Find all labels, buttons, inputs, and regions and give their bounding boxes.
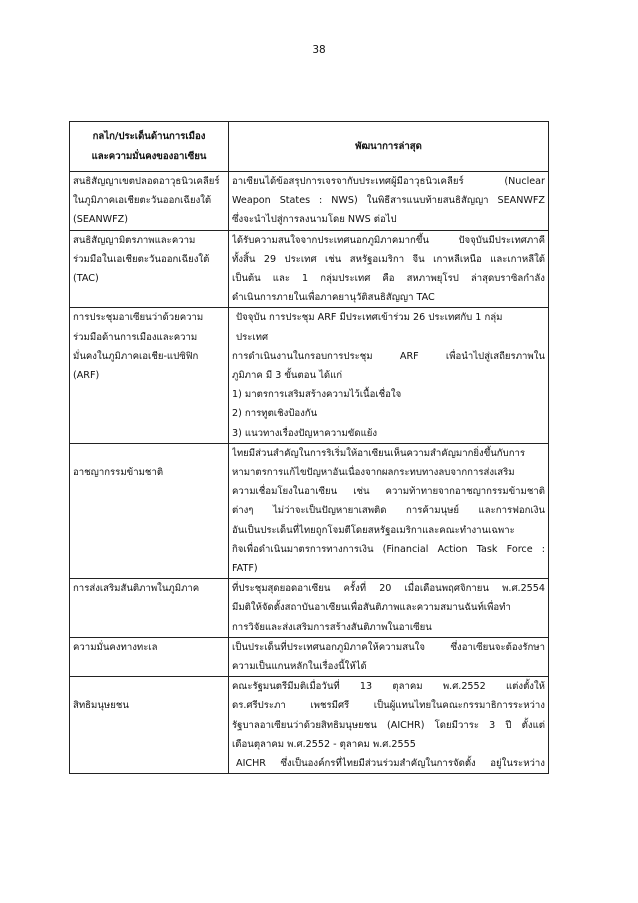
table-row: [70, 308, 549, 443]
details-line: ซึ่งจะนำไปสู่การลงนามโดย NWS ต่อไป: [232, 214, 397, 226]
header-developments-label: พัฒนาการล่าสุด: [355, 140, 422, 152]
topic-line: สนธิสัญญาเขตปลอดอาวุธนิวเคลียร์: [73, 176, 220, 187]
details-cell: [229, 579, 549, 638]
topic-line: การส่งเสริมสันติภาพในภูมิภาค: [73, 583, 200, 595]
details-line: เดือนตุลาคม พ.ศ.2552 - ตุลาคม พ.ศ.2555: [232, 738, 416, 750]
topic-line: สิทธิมนุษยชน: [73, 700, 129, 712]
details-line: การดำเนินงานในกรอบการประชุม ARF เพื่อนำไปสู่เสถียรภาพใน: [232, 350, 545, 362]
header-topic-line: และความมั่นคงของอาเซียน: [91, 150, 207, 162]
table-row: [70, 443, 549, 578]
topic-line: สนธิสัญญามิตรภาพและความ: [73, 234, 196, 246]
topic-line: ความมั่นคงทางทะเล: [73, 641, 158, 653]
topic-line: ในภูมิภาคเอเชียตะวันออกเฉียงใต้: [73, 195, 212, 207]
details-line: ได้รับความสนใจจากประเทศนอกภูมิภาคมากขึ้น ปัจจุบันมีประเทศภาคี: [232, 234, 545, 246]
details-line: ที่ประชุมสุดยอดอาเซียน ครั้งที่ 20 เมื่อเดือนพฤศจิกายน พ.ศ.2554: [232, 583, 545, 595]
details-line: เป็นต้น และ 1 กลุ่มประเทศ คือ สหภาพยุโรป ล่าสุดบราซิลกำลัง: [232, 273, 545, 285]
details-line: 2) การทูตเชิงป้องกัน: [232, 408, 318, 420]
topic-cell: [70, 308, 229, 443]
details-line: ประเทศ: [236, 331, 269, 343]
topic-line: ร่วมมือในเอเชียตะวันออกเฉียงใต้: [73, 253, 210, 265]
asean-political-security-table: [69, 121, 549, 774]
topic-cell: [70, 443, 229, 578]
topic-cell: [70, 677, 229, 774]
header-topic-line: กลไก/ประเด็นด้านการเมือง: [92, 131, 206, 143]
details-line: ความเชื่อมโยงในอาเซียน เช่น ความท้าทายจากอาชญากรรมข้ามชาติ: [232, 486, 545, 498]
details-line: ดำเนินการภายในเพื่อภาคยานุวัติสนธิสัญญา TAC: [232, 292, 435, 304]
topic-line: มั่นคงในภูมิภาคเอเชีย-แปซิฟิก: [73, 350, 199, 362]
details-line: ทั้งสิ้น 29 ประเทศ เช่น สหรัฐอเมริกา จีน เกาหลีเหนือ และเกาหลีใต้: [232, 253, 545, 265]
table-row: [70, 172, 549, 231]
topic-cell: [70, 637, 229, 676]
topic-cell: [70, 230, 229, 308]
details-line: ความเป็นแกนหลักในเรื่องนี้ให้ได้: [232, 661, 367, 673]
details-line: ดร.ศรีประภา เพชรมีศรี เป็นผู้แทนไทยในคณะกรรมาธิการระหว่าง: [232, 700, 545, 712]
header-topic: [70, 122, 229, 172]
details-line: การวิจัยและส่งเสริมการสร้างสันติภาพในอาเซียน: [232, 621, 432, 633]
topic-line: (SEANWFZ): [73, 214, 128, 226]
table-row: [70, 579, 549, 638]
topic-line: (ARF): [73, 370, 100, 382]
table-row: [70, 637, 549, 676]
details-cell: [229, 308, 549, 443]
details-cell: [229, 172, 549, 231]
details-line: ภูมิภาค มี 3 ขั้นตอน ได้แก่: [232, 370, 343, 382]
details-line: Weapon States : NWS) ในพิธีสารแนบท้ายสนธิสัญญา SEANWFZ: [232, 195, 545, 207]
topic-line: การประชุมอาเซียนว่าด้วยความ: [73, 312, 204, 324]
topic-line: (TAC): [73, 273, 99, 285]
details-line: เป็นประเด็นที่ประเทศนอกภูมิภาคให้ความสนใจ ซึ่งอาเซียนจะต้องรักษา: [232, 641, 545, 653]
header-developments: [229, 122, 549, 172]
details-line: กิจเพื่อดำเนินมาตรการทางการเงิน (Financial Action Task Force :: [232, 543, 545, 555]
details-line: รัฐบาลอาเซียนว่าด้วยสิทธิมนุษยชน (AICHR) โดยมีวาระ 3 ปี ตั้งแต่: [232, 719, 545, 731]
details-line: อาเซียนได้ข้อสรุปการเจรจากับประเทศผู้มีอาวุธนิวเคลียร์ (Nuclear: [232, 176, 545, 187]
details-line: ไทยมีส่วนสำคัญในการริเริ่มให้อาเซียนเห็นความสำคัญมากยิ่งขึ้นกับการ: [232, 447, 526, 459]
details-cell: [229, 677, 549, 774]
details-line: ปัจจุบัน การประชุม ARF มีประเทศเข้าร่วม 26 ประเทศกับ 1 กลุ่ม: [236, 312, 503, 324]
details-cell: [229, 230, 549, 308]
details-line: มีมติให้จัดตั้งสถาบันอาเซียนเพื่อสันติภาพและความสมานฉันท์เพื่อทำ: [232, 602, 511, 614]
page-number: 38: [312, 44, 326, 56]
details-line: 1) มาตรการเสริมสร้างความไว้เนื้อเชื่อใจ: [232, 389, 402, 401]
details-line: 3) แนวทางเรื่องปัญหาความขัดแย้ง: [232, 427, 378, 439]
details-line: อันเป็นประเด็นที่ไทยถูกโจมตีโดยสหรัฐอเมริกาและคณะทำงานเฉพาะ: [232, 524, 515, 536]
details-cell: [229, 443, 549, 578]
topic-cell: [70, 172, 229, 231]
details-line: หามาตรการแก้ไขปัญหาอันเนื่องจากผลกระทบทางลบจากการส่งเสริม: [232, 467, 515, 479]
topic-line: ร่วมมือด้านการเมืองและความ: [73, 331, 198, 343]
details-line: ต่างๆ ไม่ว่าจะเป็นปัญหายาเสพติด การค้ามนุษย์ และการฟอกเงิน: [232, 505, 545, 517]
topic-cell: [70, 579, 229, 638]
details-cell: [229, 637, 549, 676]
details-line: คณะรัฐมนตรีมีมติเมื่อวันที่ 13 ตุลาคม พ.ศ.2552 แต่งตั้งให้: [232, 681, 545, 693]
topic-line: อาชญากรรมข้ามชาติ: [73, 466, 164, 478]
details-line: FATF): [232, 563, 258, 575]
table-header-row: [70, 122, 549, 172]
table-row: [70, 677, 549, 774]
details-line: AICHR ซึ่งเป็นองค์กรที่ไทยมีส่วนร่วมสำคัญในการจัดตั้ง อยู่ในระหว่าง: [236, 758, 545, 770]
table-row: [70, 230, 549, 308]
